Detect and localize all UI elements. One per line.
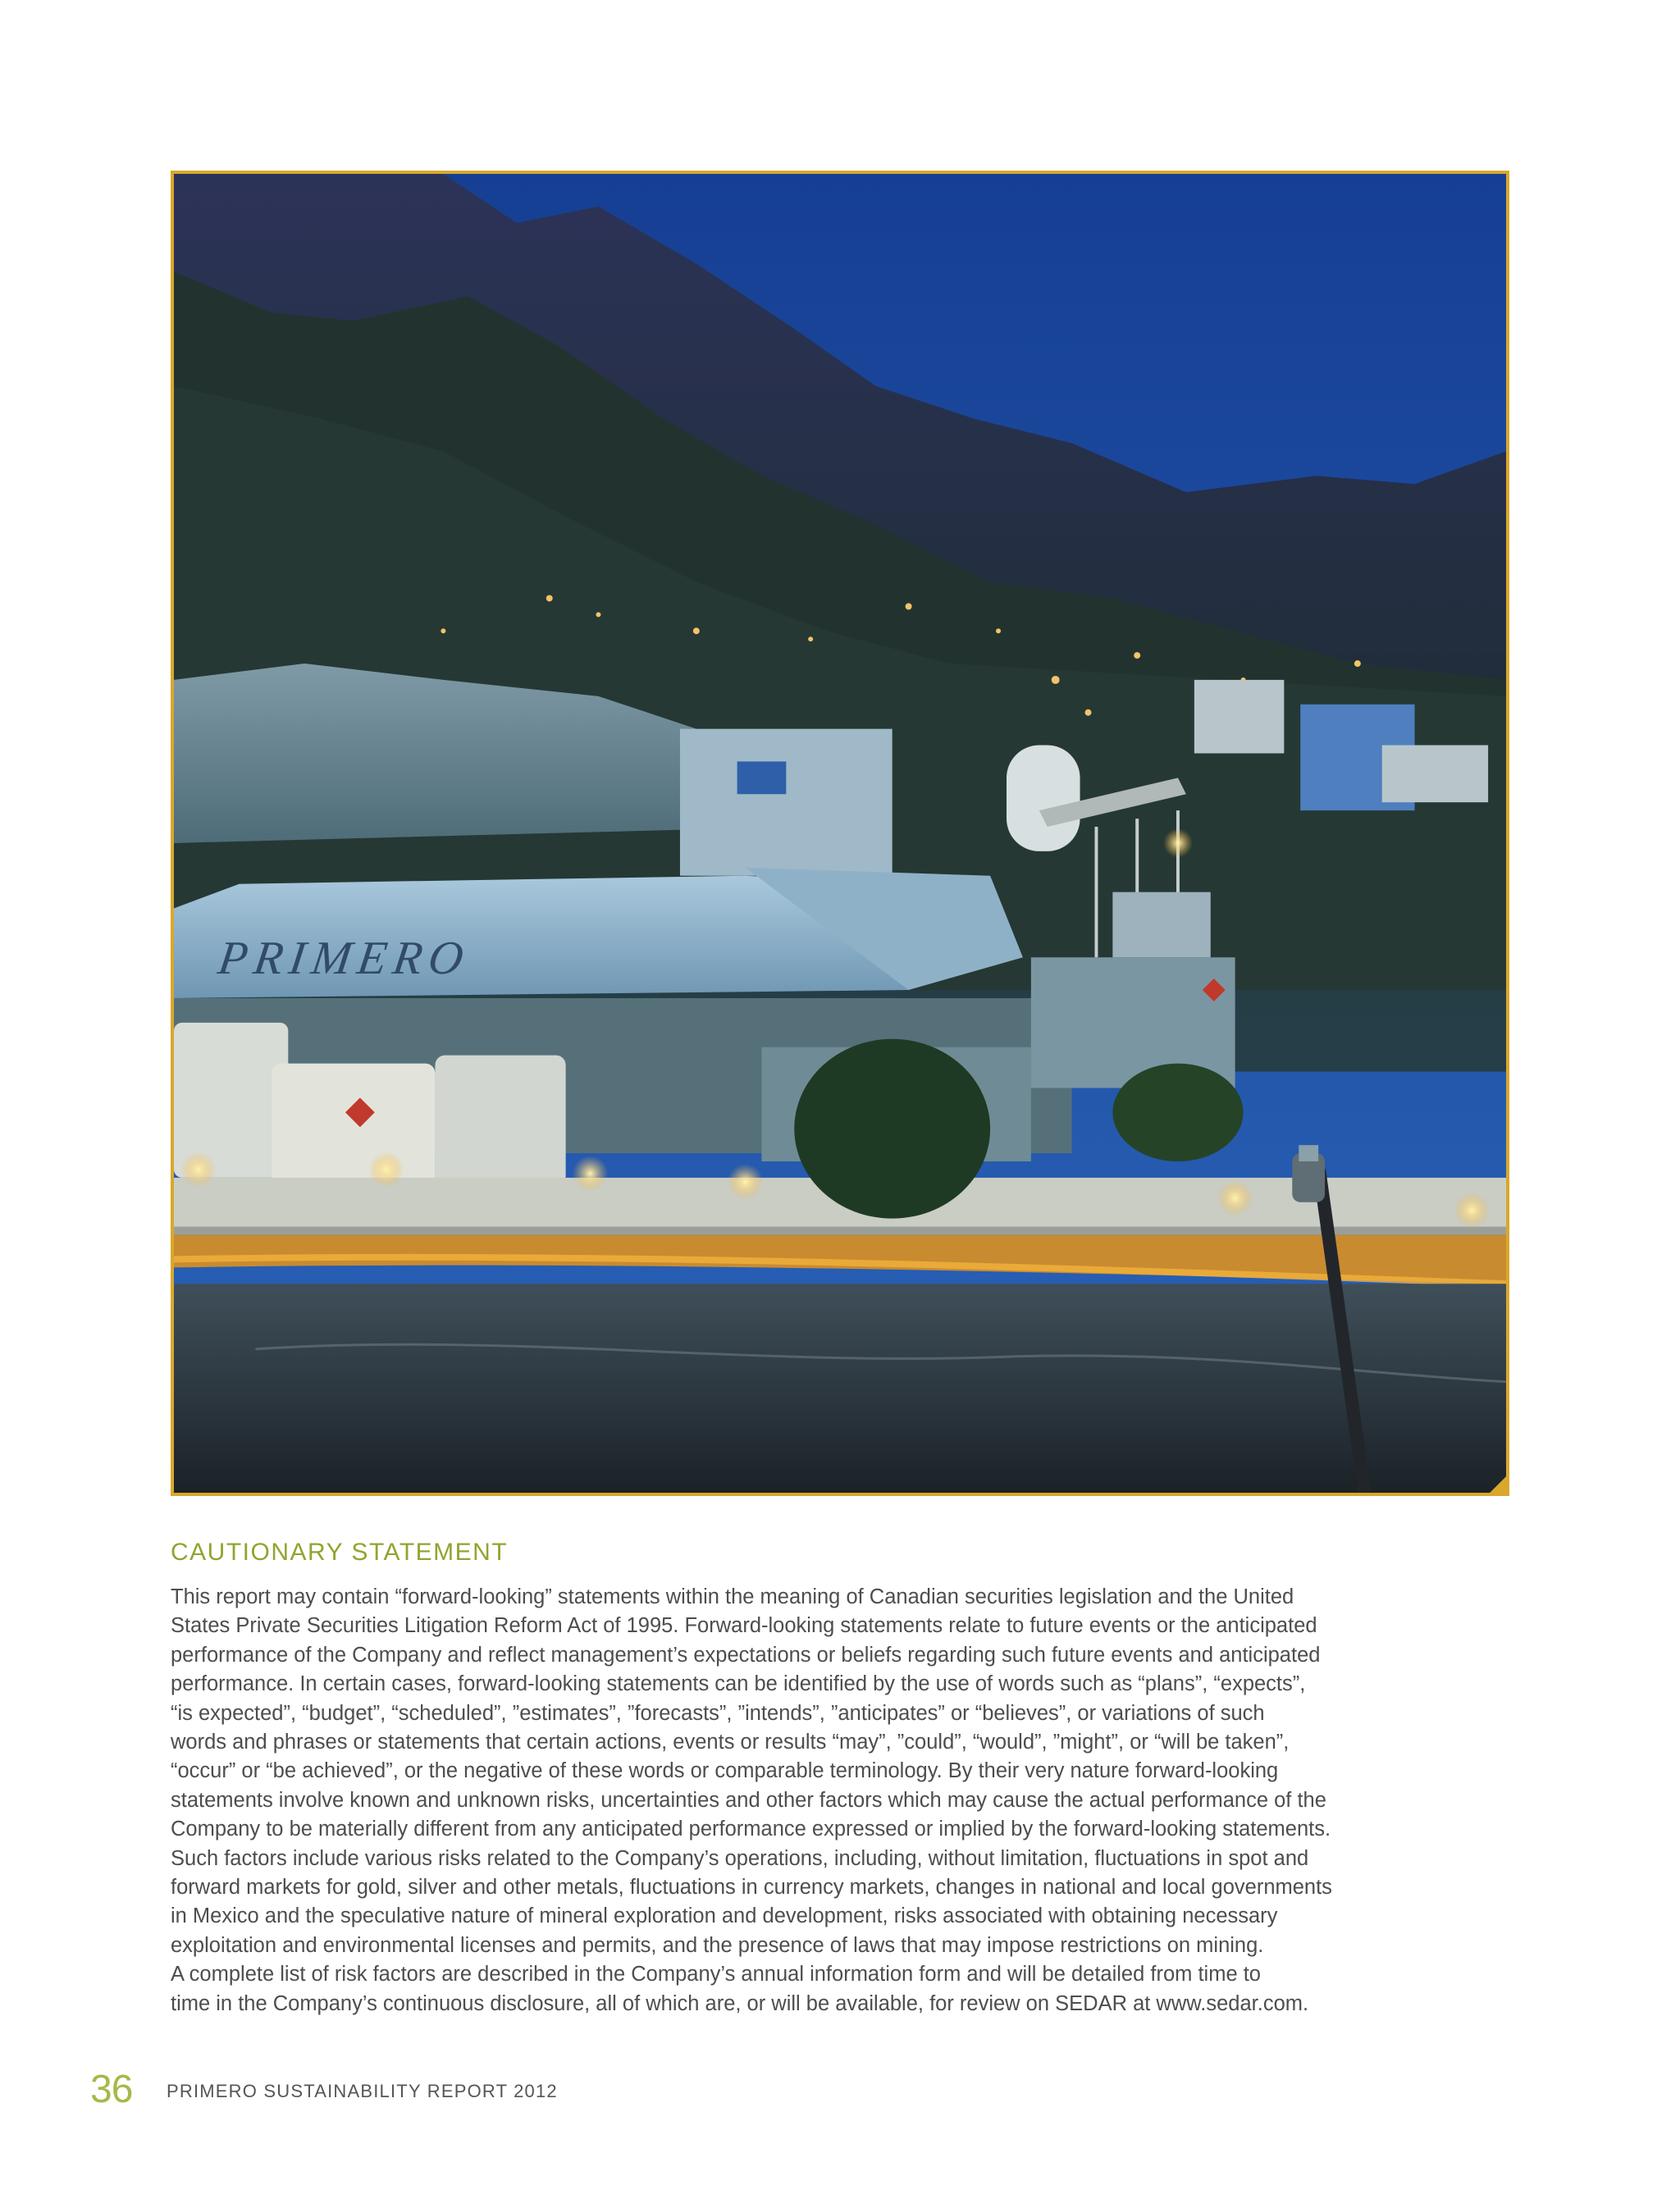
text-line: exploitation and environmental licenses and permits, and the presence of laws that may impose restrictions on mining. (171, 1933, 1264, 1957)
text-line: States Private Securities Litigation Reform Act of 1995. Forward-looking statements relate to future events or the anticipated (171, 1614, 1317, 1638)
text-line: “occur” or “be achieved”, or the negative of these words or comparable terminology. By their very nature forward-looking (171, 1759, 1279, 1783)
text-line: Company to be materially different from any anticipated performance expressed or implied by the forward-looking statements. (171, 1818, 1331, 1841)
text-line: time in the Company’s continuous disclosure, all of which are, or will be available, for review on SEDAR at www.sedar.com. (171, 1991, 1309, 2015)
text-line: performance of the Company and reflect management’s expectations or beliefs regarding such future events and anticipated (171, 1643, 1321, 1667)
footer-report-title: PRIMERO SUSTAINABILITY REPORT 2012 (167, 2081, 558, 2101)
mine-photo-illustration (174, 174, 1506, 1493)
text-line: in Mexico and the speculative nature of mineral exploration and development, risks associated with obtaining necessary (171, 1904, 1278, 1928)
cautionary-statement-text (171, 1583, 1516, 2018)
text-line: forward markets for gold, silver and other metals, fluctuations in currency markets, changes in national and local governments (171, 1876, 1332, 1900)
text-line: This report may contain “forward-looking” statements within the meaning of Canadian securities legislation and the United (171, 1585, 1294, 1608)
section-title: CAUTIONARY STATEMENT (171, 1539, 509, 1566)
text-line: Such factors include various risks related to the Company’s operations, including, without limitation, fluctuations in spot and (171, 1846, 1309, 1870)
page-number: 36 (90, 2068, 133, 2111)
text-line: A complete list of risk factors are described in the Company’s annual information form and will be detailed from time to (171, 1963, 1261, 1986)
text-line: “is expected”, “budget”, “scheduled”, ”estimates”, ”forecasts”, ”intends”, ”anticipates” or “believes”, or variations of such (171, 1701, 1265, 1725)
mine-photo (171, 171, 1509, 1496)
text-line: performance. In certain cases, forward-looking statements can be identified by the use of words such as “plans”, “expects”, (171, 1672, 1306, 1696)
text-line: statements involve known and unknown risks, uncertainties and other factors which may cause the actual performance of the (171, 1788, 1326, 1812)
roof-sign-text: PRIMERO (215, 931, 473, 985)
text-line: words and phrases or statements that certain actions, events or results “may”, ”could”, “would”, ”might”, or “will be taken”, (171, 1731, 1290, 1754)
